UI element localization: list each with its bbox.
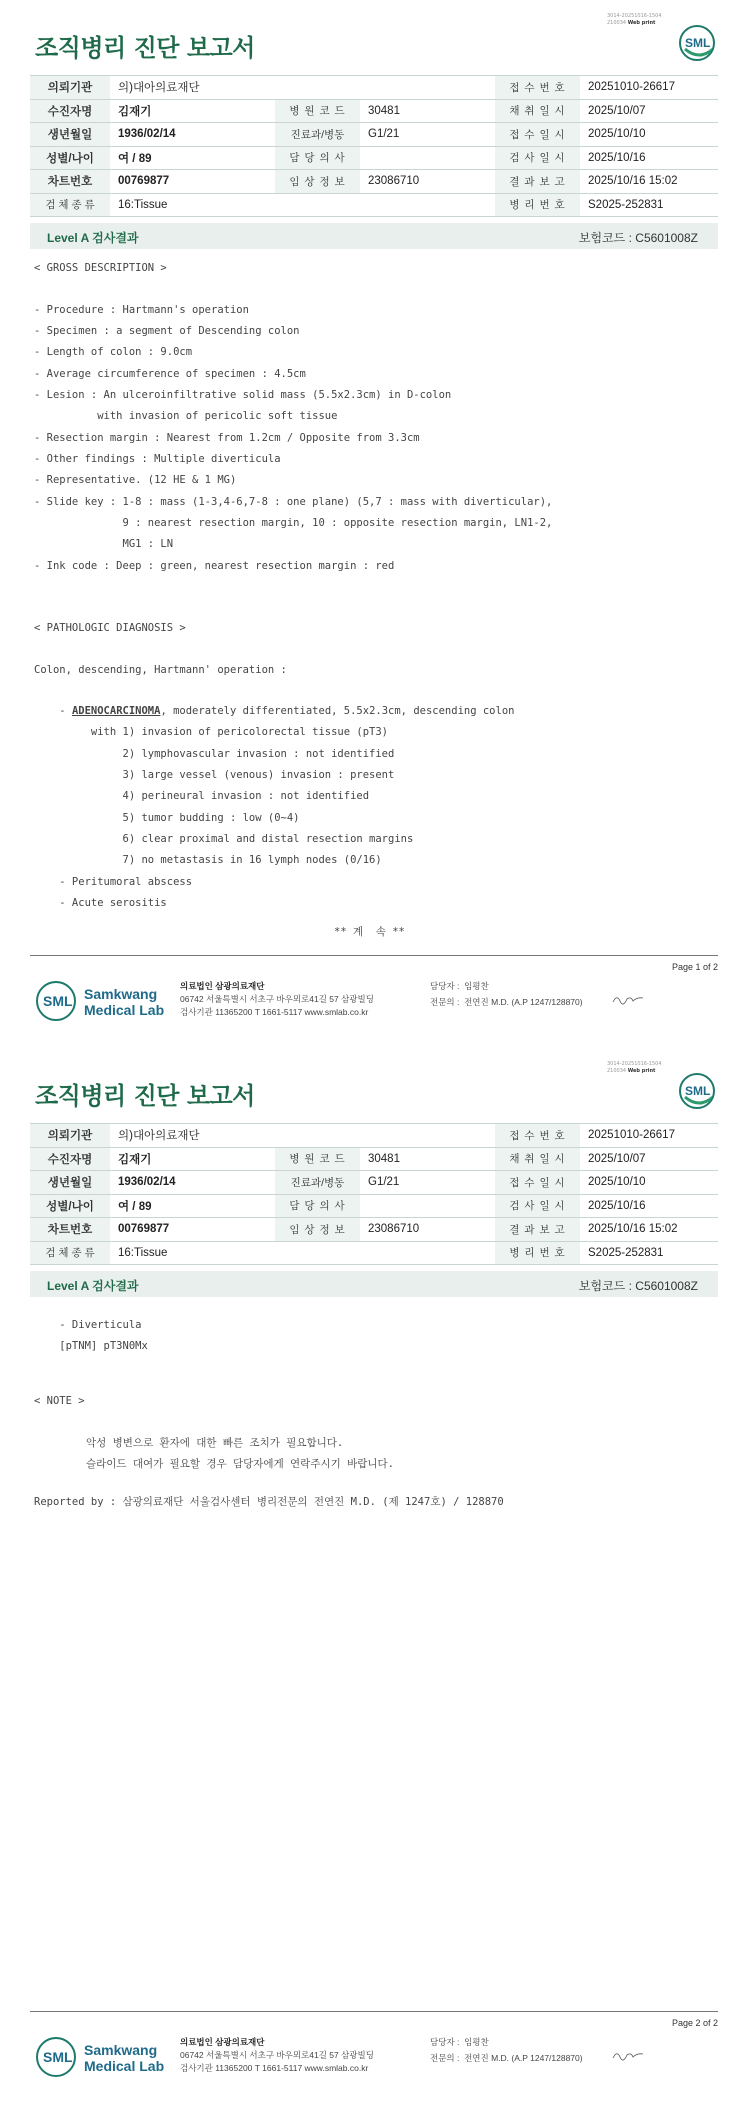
diagnosis-line: 3) large vessel (venous) invasion : present	[34, 769, 395, 781]
gross-header: < GROSS DESCRIPTION >	[34, 262, 167, 274]
label-clinical-info: 임 상 정 보	[275, 170, 360, 194]
table-row	[30, 1124, 718, 1148]
value-sex-age: 여 / 89	[110, 146, 275, 170]
footer-divider	[30, 955, 718, 956]
gross-line: 9 : nearest resection margin, 10 : opposite resection margin, LN1-2,	[34, 517, 553, 529]
diagnosis-line: - Acute serositis	[34, 897, 167, 909]
table-row	[30, 1218, 718, 1242]
ptnm-stage: [pTNM] pT3N0Mx	[34, 1340, 148, 1352]
stamp-line: 210034	[607, 20, 627, 26]
diagnosis-line: 4) perineural invasion : not identified	[34, 790, 370, 802]
footer-addr: 06742 서울특별시 서초구 바우뫼로41길 57 삼광빌딩	[180, 994, 374, 1004]
table-row	[30, 1194, 718, 1218]
stamp-web-print: Web print	[627, 20, 656, 26]
label-exam-date: 검 사 일 시	[495, 1194, 580, 1218]
footer-org: 의료법인 삼광의료재단	[180, 2037, 265, 2047]
label-collection-date: 채 취 일 시	[495, 99, 580, 123]
value-requester: 의)대아의료재단	[110, 76, 495, 100]
label-accession: 접 수 번 호	[495, 76, 580, 100]
sml-logo-icon	[679, 1073, 715, 1109]
continued-marker: ** 계 속 **	[334, 926, 405, 938]
value-requester: 의)대아의료재단	[110, 1124, 495, 1148]
value-birthdate: 1936/02/14	[110, 1171, 275, 1195]
note-line: 악성 병변으로 환자에 대한 빠른 조치가 필요합니다.	[86, 1437, 344, 1449]
brand-line: Medical Lab	[84, 2058, 165, 2074]
level-label: Level A 검사결과	[47, 1279, 139, 1293]
pathologic-header: < PATHOLOGIC DIAGNOSIS >	[34, 622, 186, 634]
print-stamp	[607, 13, 662, 27]
sml-logo-icon	[679, 25, 715, 61]
label-received-date: 접 수 일 시	[495, 123, 580, 147]
report-title: 조직병리 진단 보고서	[35, 1082, 255, 1110]
label-sex-age: 성별/나이	[30, 146, 110, 170]
expert-label: 전문의 :	[430, 997, 460, 1007]
stamp-line: 3014-20251016-1504	[607, 13, 662, 19]
value-received-date: 2025/10/10	[580, 123, 718, 147]
gross-line: MG1 : LN	[34, 538, 174, 550]
label-physician: 담 당 의 사	[275, 146, 360, 170]
value-specimen-type: 16:Tissue	[110, 193, 495, 217]
insurance-code: 보험코드 : C5601008Z	[578, 1279, 698, 1293]
expert-label: 전문의 :	[430, 2053, 460, 2063]
diagnosis-detail: , moderately differentiated, 5.5x2.3cm, descending colon	[160, 705, 515, 717]
diagnosis-line: with 1) invasion of pericolorectal tissue (pT3)	[34, 726, 389, 738]
stamp-line: 3014-20251016-1504	[607, 1061, 662, 1067]
gross-line: - Average circumference of specimen : 4.5cm	[34, 368, 306, 380]
value-sex-age: 여 / 89	[110, 1194, 275, 1218]
value-patient-name: 김재기	[110, 99, 275, 123]
label-chart-number: 차트번호	[30, 170, 110, 194]
label-department: 진료과/병동	[275, 123, 360, 147]
table-row	[30, 1171, 718, 1195]
gross-line: - Specimen : a segment of Descending colon	[34, 325, 300, 337]
diagnosis-line: 5) tumor budding : low (0~4)	[34, 812, 300, 824]
label-patient-name: 수진자명	[30, 1147, 110, 1171]
report-title: 조직병리 진단 보고서	[35, 34, 255, 62]
value-department: G1/21	[360, 1171, 495, 1195]
value-hospital-code: 30481	[360, 1147, 495, 1171]
staff-label: 담당자 :	[430, 2037, 460, 2047]
expert-name: 전연진 M.D. (A.P 1247/128870)	[464, 997, 583, 1007]
value-chart-number: 00769877	[110, 170, 275, 194]
patient-info-table	[30, 1123, 718, 1265]
table-row	[30, 1147, 718, 1171]
note-line: 슬라이드 대여가 필요할 경우 담당자에게 연락주시기 바랍니다.	[86, 1458, 394, 1470]
footer-contact: 검사기관 11365200 T 1661-5117 www.smlab.co.kr	[180, 2063, 369, 2073]
footer-logo-text: SML	[43, 2049, 73, 2065]
diagnosis-line: - Peritumoral abscess	[34, 876, 193, 888]
signature-icon	[611, 992, 645, 1006]
value-received-date: 2025/10/10	[580, 1171, 718, 1195]
level-label: Level A 검사결과	[47, 231, 139, 245]
table-row	[30, 99, 718, 123]
insurance-code: 보험코드 : C5601008Z	[578, 231, 698, 245]
label-result-report: 결 과 보 고	[495, 1218, 580, 1242]
label-sex-age: 성별/나이	[30, 1194, 110, 1218]
sml-footer-logo-icon	[36, 981, 76, 1021]
staff-name: 임평찬	[464, 2037, 489, 2047]
level-result-bar	[30, 223, 718, 249]
patient-info-table	[30, 75, 718, 217]
gross-line: - Resection margin : Nearest from 1.2cm / Opposite from 3.3cm	[34, 432, 420, 444]
table-row	[30, 170, 718, 194]
label-department: 진료과/병동	[275, 1171, 360, 1195]
value-accession: 20251010-26617	[580, 1124, 718, 1148]
footer-brand	[84, 2042, 164, 2074]
label-pathology-number: 병 리 번 호	[495, 193, 580, 217]
value-result-report: 2025/10/16 15:02	[580, 170, 718, 194]
label-hospital-code: 병 원 코 드	[275, 1147, 360, 1171]
table-row	[30, 146, 718, 170]
diagnosis-line: 2) lymphovascular invasion : not identified	[34, 748, 395, 760]
expert-name: 전연진 M.D. (A.P 1247/128870)	[464, 2053, 583, 2063]
table-row	[30, 76, 718, 100]
gross-line: with invasion of pericolic soft tissue	[34, 410, 338, 422]
note-header: < NOTE >	[34, 1395, 85, 1407]
value-department: G1/21	[360, 123, 495, 147]
stamp-web-print: Web print	[627, 1068, 656, 1074]
value-physician	[360, 1194, 495, 1218]
label-patient-name: 수진자명	[30, 99, 110, 123]
label-birthdate: 생년월일	[30, 123, 110, 147]
value-clinical-info: 23086710	[360, 170, 495, 194]
footer-staff	[430, 978, 583, 1010]
diagnosis-site: Colon, descending, Hartmann' operation :	[34, 664, 287, 676]
label-requester: 의뢰기관	[30, 1124, 110, 1148]
staff-label: 담당자 :	[430, 981, 460, 991]
value-chart-number: 00769877	[110, 1218, 275, 1242]
dash: -	[34, 705, 72, 717]
footer-org: 의료법인 삼광의료재단	[180, 981, 265, 991]
footer-addr: 06742 서울특별시 서초구 바우뫼로41길 57 삼광빌딩	[180, 2050, 374, 2060]
footer-address	[180, 980, 374, 1019]
stamp-line: 210034	[607, 1068, 627, 1074]
footer-address	[180, 2036, 374, 2075]
footer-brand	[84, 986, 164, 1018]
logo-text: SML	[685, 36, 711, 50]
value-pathology-number: S2025-252831	[580, 1241, 718, 1265]
value-clinical-info: 23086710	[360, 1218, 495, 1242]
label-chart-number: 차트번호	[30, 1218, 110, 1242]
value-result-report: 2025/10/16 15:02	[580, 1218, 718, 1242]
value-pathology-number: S2025-252831	[580, 193, 718, 217]
sml-footer-logo-icon	[36, 2037, 76, 2077]
footer-divider	[30, 2011, 718, 2012]
level-result-bar	[30, 1271, 718, 1297]
footer-contact: 검사기관 11365200 T 1661-5117 www.smlab.co.kr	[180, 1007, 369, 1017]
gross-line: - Lesion : An ulceroinfiltrative solid mass (5.5x2.3cm) in D-colon	[34, 389, 452, 401]
label-specimen-type: 검 체 종 류	[30, 193, 110, 217]
table-row	[30, 123, 718, 147]
label-requester: 의뢰기관	[30, 76, 110, 100]
label-received-date: 접 수 일 시	[495, 1171, 580, 1195]
gross-line: - Representative. (12 HE & 1 MG)	[34, 474, 237, 486]
page-number: Page 1 of 2	[671, 962, 718, 972]
label-birthdate: 생년월일	[30, 1171, 110, 1195]
gross-line: - Procedure : Hartmann's operation	[34, 304, 249, 316]
report-page-2	[0, 1048, 744, 2104]
gross-line: - Other findings : Multiple diverticula	[34, 453, 281, 465]
page-number: Page 2 of 2	[671, 2018, 718, 2028]
diagnosis-term: ADENOCARCINOMA	[71, 705, 161, 717]
gross-line: - Ink code : Deep : green, nearest resection margin : red	[34, 560, 395, 572]
gross-line: - Slide key : 1-8 : mass (1-3,4-6,7-8 : one plane) (5,7 : mass with diverticular),	[34, 496, 553, 508]
label-collection-date: 채 취 일 시	[495, 1147, 580, 1171]
footer-logo-text: SML	[43, 993, 73, 1009]
label-exam-date: 검 사 일 시	[495, 146, 580, 170]
signature-icon	[611, 2048, 645, 2062]
value-collection-date: 2025/10/07	[580, 99, 718, 123]
brand-line: Medical Lab	[84, 1002, 165, 1018]
logo-text: SML	[685, 1084, 711, 1098]
report-page-1	[0, 0, 744, 1048]
diagnosis-line: - Diverticula	[34, 1319, 142, 1331]
staff-name: 임평찬	[464, 981, 489, 991]
value-patient-name: 김재기	[110, 1147, 275, 1171]
label-pathology-number: 병 리 번 호	[495, 1241, 580, 1265]
brand-line: Samkwang	[84, 2042, 158, 2058]
diagnosis-line: 6) clear proximal and distal resection margins	[34, 833, 414, 845]
value-collection-date: 2025/10/07	[580, 1147, 718, 1171]
value-exam-date: 2025/10/16	[580, 146, 718, 170]
table-row	[30, 1241, 718, 1265]
label-clinical-info: 임 상 정 보	[275, 1218, 360, 1242]
diagnosis-line: 7) no metastasis in 16 lymph nodes (0/16)	[34, 854, 382, 866]
footer-staff	[430, 2034, 583, 2066]
label-result-report: 결 과 보 고	[495, 170, 580, 194]
label-specimen-type: 검 체 종 류	[30, 1241, 110, 1265]
reported-by: Reported by : 삼광의료재단 서울검사센터 병리전문의 전연진 M.D. (제 1247호) / 128870	[34, 1496, 504, 1508]
value-hospital-code: 30481	[360, 99, 495, 123]
value-accession: 20251010-26617	[580, 76, 718, 100]
value-specimen-type: 16:Tissue	[110, 1241, 495, 1265]
table-row	[30, 193, 718, 217]
diagnosis-main	[34, 704, 514, 718]
gross-line: - Length of colon : 9.0cm	[34, 346, 193, 358]
value-birthdate: 1936/02/14	[110, 123, 275, 147]
value-exam-date: 2025/10/16	[580, 1194, 718, 1218]
label-accession: 접 수 번 호	[495, 1124, 580, 1148]
label-physician: 담 당 의 사	[275, 1194, 360, 1218]
brand-line: Samkwang	[84, 986, 158, 1002]
print-stamp	[607, 1061, 662, 1075]
value-physician	[360, 146, 495, 170]
label-hospital-code: 병 원 코 드	[275, 99, 360, 123]
